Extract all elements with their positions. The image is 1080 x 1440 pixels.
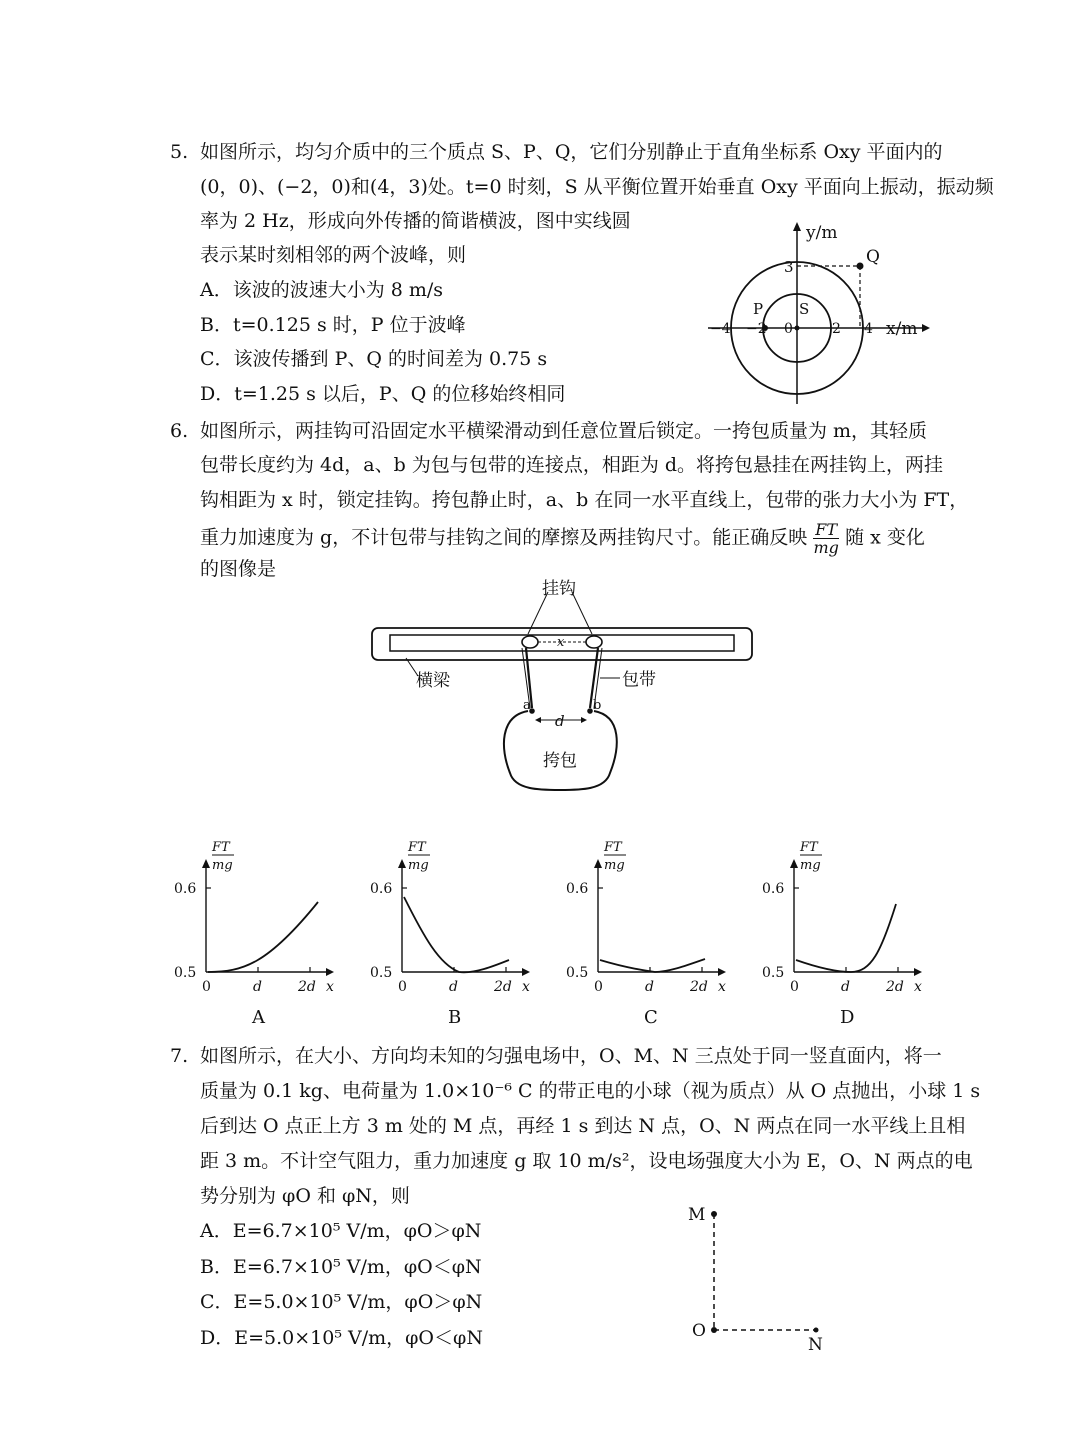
y-tick-label-05: 0.5 <box>174 965 197 981</box>
question-number: 6. <box>170 420 189 442</box>
b-label: b <box>593 698 602 713</box>
y-axis-label: y/m <box>806 223 838 243</box>
x-tick-neg2: −2 <box>746 321 767 337</box>
question-text-line: 钩相距为 x 时，锁定挂钩。挎包静止时，a、b 在同一水平直线上，包带的张力大小为 FT， <box>200 489 969 511</box>
y-tick-label-05: 0.5 <box>370 965 393 981</box>
p-label: P <box>753 300 764 318</box>
x-tick-neg4: −4 <box>710 321 731 337</box>
question-text-line: 如图所示，在大小、方向均未知的匀强电场中，O、M、N 三点处于同一竖直面内，将一 <box>200 1045 942 1067</box>
n-label: N <box>808 1335 823 1355</box>
question-text-line: 距 3 m。不计空气阻力，重力加速度 g 取 10 m/s²，设电场强度大小为 E，O、N 两点的电 <box>200 1150 973 1172</box>
wave-circle-figure <box>700 218 940 410</box>
option-d: D．E=5.0×10⁵ V/m，φO＜φN <box>200 1327 483 1349</box>
x-tick-label-2d: 2d <box>690 979 708 995</box>
question-text-line: 势分别为 φO 和 φN，则 <box>200 1185 410 1207</box>
x-axis-arrow <box>326 968 334 976</box>
a-label: a <box>523 698 531 713</box>
x-axis-arrow <box>914 968 922 976</box>
ft-over-mg-fraction <box>813 521 839 556</box>
point-q <box>857 263 864 270</box>
question-text-line: 表示某时刻相邻的两个波峰，则 <box>200 244 467 266</box>
x-tick-label-d: d <box>841 979 850 995</box>
x-tick-label-0: 0 <box>594 979 603 995</box>
bag-hanging-figure <box>360 578 770 800</box>
point-m <box>711 1211 717 1217</box>
y-tick-label-06: 0.6 <box>370 881 393 897</box>
graph-curve <box>208 902 318 972</box>
x-axis-label: x/m <box>886 319 918 339</box>
option-d: D．t=1.25 s 以后，P、Q 的位移始终相同 <box>200 383 566 405</box>
question-text-segment: 重力加速度为 g，不计包带与挂钩之间的摩擦及两挂钩尺寸。能正确反映 <box>200 526 808 549</box>
y-axis-arrow <box>594 859 602 868</box>
x-tick-label-d: d <box>253 979 262 995</box>
point-o <box>711 1327 717 1333</box>
y-label-numerator: FT <box>408 840 426 855</box>
x-axis-label: x <box>522 979 530 995</box>
x-axis-arrow <box>522 968 530 976</box>
bag-label: 挎包 <box>543 751 577 771</box>
y-tick-label-06: 0.6 <box>762 881 785 897</box>
x-tick-0: 0 <box>784 321 793 337</box>
q-label: Q <box>866 247 880 267</box>
option-b: B．E=6.7×10⁵ V/m，φO＜φN <box>200 1256 482 1278</box>
x-tick-4: 4 <box>864 321 873 337</box>
left-hook <box>522 636 538 648</box>
graph-name: A <box>252 1007 265 1028</box>
fraction-denominator: mg <box>813 538 839 557</box>
graph-options <box>170 835 950 1035</box>
x-tick-label-0: 0 <box>398 979 407 995</box>
question-text-line: 后到达 O 点正上方 3 m 处的 M 点，再经 1 s 到达 N 点，O、N 两点在同一水平线上且相 <box>200 1115 966 1137</box>
question-text-line: 包带长度约为 4d，a、b 为包与包带的连接点，相距为 d。将挎包悬挂在两挂钩上，两挂 <box>200 454 944 476</box>
question-text-segment: 随 x 变化 <box>845 526 925 549</box>
right-hook <box>586 636 602 648</box>
graph-curve <box>404 897 509 972</box>
strap-label: 包带 <box>622 670 656 690</box>
question-text-line: (0，0)、(−2，0)和(4，3)处。t=0 时刻，S 从平衡位置开始垂直 Oxy 平面向上振动，振动频 <box>200 176 994 198</box>
x-tick-2: 2 <box>832 321 841 337</box>
graph-name: B <box>448 1007 462 1028</box>
y-label-denominator: mg <box>212 858 233 873</box>
y-axis-arrow <box>398 859 406 868</box>
m-label: M <box>688 1205 706 1225</box>
x-tick-label-d: d <box>645 979 654 995</box>
x-tick-label-2d: 2d <box>494 979 512 995</box>
graph-name: C <box>644 1007 658 1028</box>
graph-name: D <box>840 1007 855 1028</box>
graph-b <box>370 840 530 1028</box>
y-label-numerator: FT <box>800 840 818 855</box>
y-label-denominator: mg <box>408 858 429 873</box>
option-b: B．t=0.125 s 时，P 位于波峰 <box>200 314 466 336</box>
point-s <box>795 326 800 331</box>
y-axis-arrow <box>790 859 798 868</box>
fraction-numerator: FT <box>815 520 838 539</box>
y-axis-arrow <box>202 859 210 868</box>
point-b <box>587 708 593 714</box>
x-tick-label-0: 0 <box>790 979 799 995</box>
y-label-numerator: FT <box>604 840 622 855</box>
y-tick-label-06: 0.6 <box>174 881 197 897</box>
option-a: A．该波的波速大小为 8 m/s <box>200 279 444 301</box>
x-axis-label: x <box>914 979 922 995</box>
question-text-line <box>200 521 925 556</box>
question-text-line: 如图所示，两挂钩可沿固定水平横梁滑动到任意位置后锁定。一挎包质量为 m，其轻质 <box>200 420 928 442</box>
question-number: 5. <box>170 141 189 163</box>
d-label: d <box>555 712 565 730</box>
hook-label: 挂钩 <box>542 579 576 599</box>
field-points-figure <box>680 1198 840 1358</box>
graph-d <box>762 840 922 1028</box>
y-label-numerator: FT <box>212 840 230 855</box>
x-tick-label-0: 0 <box>202 979 211 995</box>
question-text-line: 质量为 0.1 kg、电荷量为 1.0×10⁻⁶ C 的带正电的小球（视为质点）从 O 点抛出，小球 1 s <box>200 1080 981 1102</box>
o-label: O <box>692 1321 706 1341</box>
x-tick-label-2d: 2d <box>886 979 904 995</box>
x-axis-label: x <box>326 979 334 995</box>
question-text-line: 率为 2 Hz，形成向外传播的简谐横波，图中实线圆 <box>200 210 631 232</box>
graph-curve <box>600 959 705 972</box>
graph-c <box>566 840 726 1028</box>
y-label-denominator: mg <box>800 858 821 873</box>
x-axis-label: x <box>718 979 726 995</box>
point-n <box>814 1328 819 1333</box>
graph-a <box>174 840 334 1028</box>
y-label-denominator: mg <box>604 858 625 873</box>
y-tick-label-06: 0.6 <box>566 881 589 897</box>
question-text-line: 的图像是 <box>200 558 277 580</box>
question-number: 7. <box>170 1045 189 1067</box>
question-text-line: 如图所示，均匀介质中的三个质点 S、P、Q，它们分别静止于直角坐标系 Oxy 平面内的 <box>200 141 943 163</box>
x-axis-arrow <box>718 968 726 976</box>
x-tick-label-2d: 2d <box>298 979 316 995</box>
y-tick-3: 3 <box>784 258 794 276</box>
x-tick-label-d: d <box>449 979 458 995</box>
option-c: C．该波传播到 P、Q 的时间差为 0.75 s <box>200 348 548 370</box>
beam-label: 横梁 <box>416 671 450 691</box>
graph-curve <box>796 904 896 972</box>
x-distance-label: x <box>557 635 565 650</box>
s-label: S <box>799 300 810 318</box>
y-tick-label-05: 0.5 <box>566 965 589 981</box>
option-c: C．E=5.0×10⁵ V/m，φO＞φN <box>200 1291 483 1313</box>
option-a: A．E=6.7×10⁵ V/m，φO＞φN <box>200 1220 482 1242</box>
y-tick-label-05: 0.5 <box>762 965 785 981</box>
